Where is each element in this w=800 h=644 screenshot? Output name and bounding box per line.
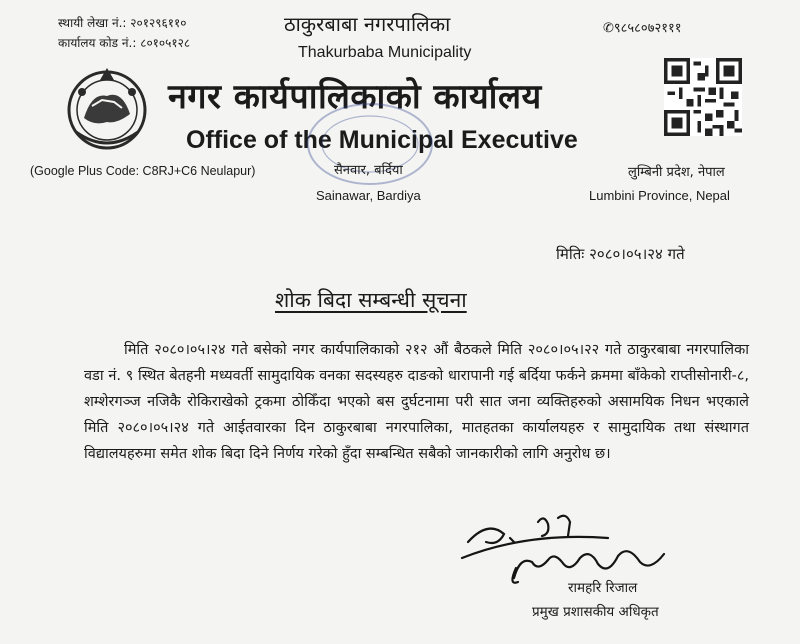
- nepal-emblem-logo: [62, 62, 152, 152]
- phone-number: ✆९८५८०७२१११: [603, 21, 682, 36]
- province-en: Lumbini Province, Nepal: [589, 188, 730, 203]
- signatory-designation: प्रमुख प्रशासकीय अधिकृत: [532, 604, 659, 620]
- signatory-name: रामहरि रिजाल: [568, 580, 638, 596]
- office-code-line: [58, 34, 190, 51]
- permanent-account-label: स्थायी लेखा नं.:: [58, 16, 131, 30]
- office-code-label: कार्यालय कोड नं.:: [58, 36, 141, 50]
- province-np: लुम्बिनी प्रदेश, नेपाल: [628, 165, 725, 180]
- notice-title: शोक बिदा सम्बन्धी सूचना: [275, 288, 467, 312]
- office-name-np: नगर कार्यपालिकाको कार्यालय: [168, 77, 542, 117]
- place-np: सैनवार, बर्दिया: [334, 163, 403, 178]
- permanent-account-value: २०१२९६११०: [130, 16, 187, 30]
- office-name-en: Office of the Municipal Executive: [186, 126, 578, 154]
- municipality-name-np: ठाकुरबाबा नगरपालिका: [284, 12, 451, 36]
- notice-date: मितिः २०८०।०५।२४ गते: [556, 245, 685, 263]
- qr-code: [664, 58, 742, 136]
- google-plus-code: (Google Plus Code: C8RJ+C6 Neulapur): [30, 164, 256, 178]
- place-en: Sainawar, Bardiya: [316, 188, 421, 203]
- municipality-name-en: Thakurbaba Municipality: [298, 44, 472, 61]
- notice-body: मिति २०८०।०५।२४ गते बसेको नगर कार्यपालिकाको २१२ औं बैठकले मिति २०८०।०५।२२ गते ठाकुरबाबा नगरपालिका वडा नं. ९ स्थित बेतहनी मध्यवर्ती सामुदायिक वनका सदस्यहरु दाङको धारापानी गई बर्दिया फर्कने क्रममा बाँकेको राप्तीसोनारी-८, शम्शेरगञ्ज नजिकै रोकिराखेको ट्रकमा ठोकिँदा भएको बस दुर्घटनामा परी सात जना व्यक्तिहरुको असामयिक निधन भएकाले मिति २०८०।०५।२४ गते आईतवारका दिन ठाकुरबाबा नगरपालिका, मातहतका कार्यालयहरु र सामुदायिक तथा संस्थागत विद्यालयहरुमा समेत शोक बिदा दिने निर्णय गरेको हुँदा सम्बन्धित सबैको जानकारीको लागि अनुरोध छ।: [84, 342, 749, 462]
- permanent-account-line: [58, 14, 186, 31]
- office-code-value: ८०१०५१२८: [140, 36, 191, 50]
